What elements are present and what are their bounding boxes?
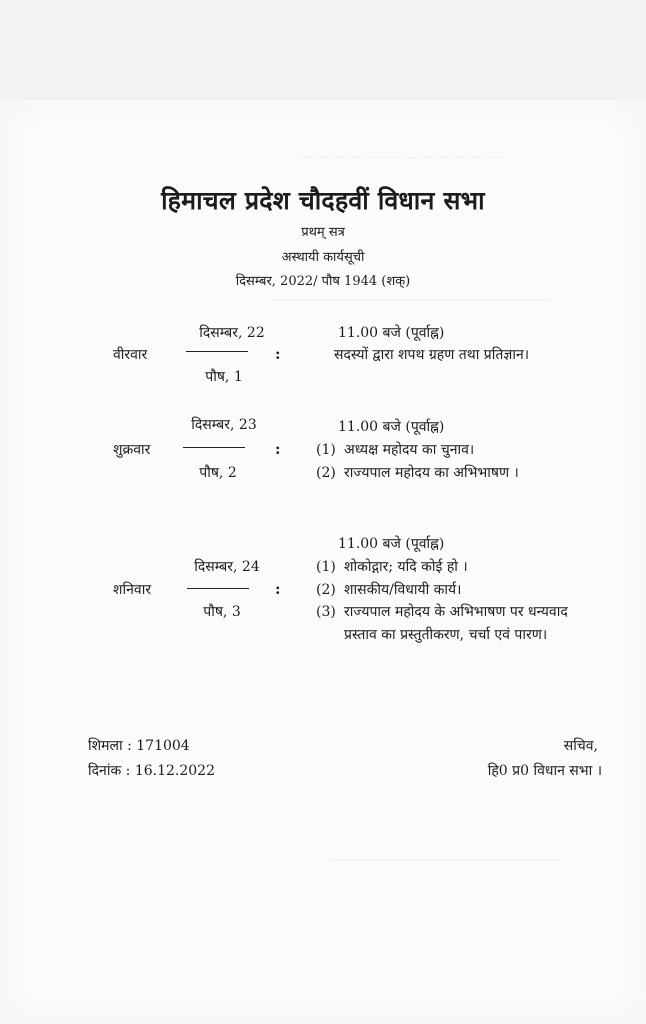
agenda-item [316, 602, 568, 621]
bleed-through-line [330, 860, 560, 861]
saka-date: पौष, 3 [203, 604, 241, 620]
agenda-item-text: राज्यपाल महोदय का अभिभाषण । [344, 465, 519, 481]
sitting-time: 11.00 बजे (पूर्वाह्न) [338, 325, 445, 341]
bleed-through-line [270, 300, 550, 301]
weekday: शुक्रवार [113, 442, 151, 458]
gregorian-date: दिसम्बर, 22 [199, 325, 265, 341]
date-divider [187, 588, 249, 589]
agenda-item-continuation: प्रस्ताव का प्रस्तुतीकरण, चर्चा एवं पारण। [344, 627, 548, 643]
gregorian-date: दिसम्बर, 23 [191, 417, 257, 433]
agenda-item [316, 463, 519, 482]
date-divider [186, 351, 248, 352]
agenda-label: अस्थायी कार्यसूची [281, 250, 365, 265]
saka-date: पौष, 1 [205, 369, 243, 385]
item-number: (2) [316, 582, 336, 598]
agenda-item [316, 580, 461, 599]
assembly-title: हिमाचल प्रदेश चौदहवीं विधान सभा [161, 186, 485, 215]
session-label: प्रथम् सत्र [301, 225, 345, 240]
signatory-organisation: हि0 प्र0 विधान सभा । [487, 763, 602, 779]
place-line: शिमला : 171004 [88, 738, 190, 754]
weekday: वीरवार [113, 347, 148, 363]
separator-colon: : [275, 440, 281, 458]
agenda-item [316, 440, 474, 459]
agenda-item-text: राज्यपाल महोदय के अभिभाषण पर धन्यवाद [344, 604, 568, 620]
item-number: (1) [316, 442, 336, 458]
separator-colon: : [275, 580, 281, 598]
agenda-item [316, 557, 468, 576]
agenda-item-text: सदस्यों द्वारा शपथ ग्रहण तथा प्रतिज्ञान। [334, 347, 530, 363]
period-label: दिसम्बर, 2022/ पौष 1944 (शक्) [235, 274, 411, 289]
separator-colon: : [275, 345, 281, 363]
agenda-item-text: शासकीय/विधायी कार्य। [344, 582, 462, 598]
weekday: शनिवार [113, 582, 152, 598]
agenda-item-text: शोकोद्गार; यदि कोई हो । [344, 559, 468, 575]
agenda-item-text: अध्यक्ष महोदय का चुनाव। [344, 442, 475, 458]
date-line: दिनांक : 16.12.2022 [88, 763, 215, 779]
bleed-through-text: — — — — — — — — — — — — [300, 150, 502, 165]
sitting-time: 11.00 बजे (पूर्वाह्न) [338, 536, 445, 552]
signatory-title: सचिव, [563, 738, 598, 754]
sitting-time: 11.00 बजे (पूर्वाह्न) [338, 419, 445, 435]
item-number: (3) [316, 604, 336, 620]
item-number: (2) [316, 465, 336, 481]
item-number: (1) [316, 559, 336, 575]
saka-date: पौष, 2 [199, 465, 237, 481]
gregorian-date: दिसम्बर, 24 [194, 559, 260, 575]
agenda-item [334, 345, 529, 364]
date-divider [183, 447, 245, 448]
